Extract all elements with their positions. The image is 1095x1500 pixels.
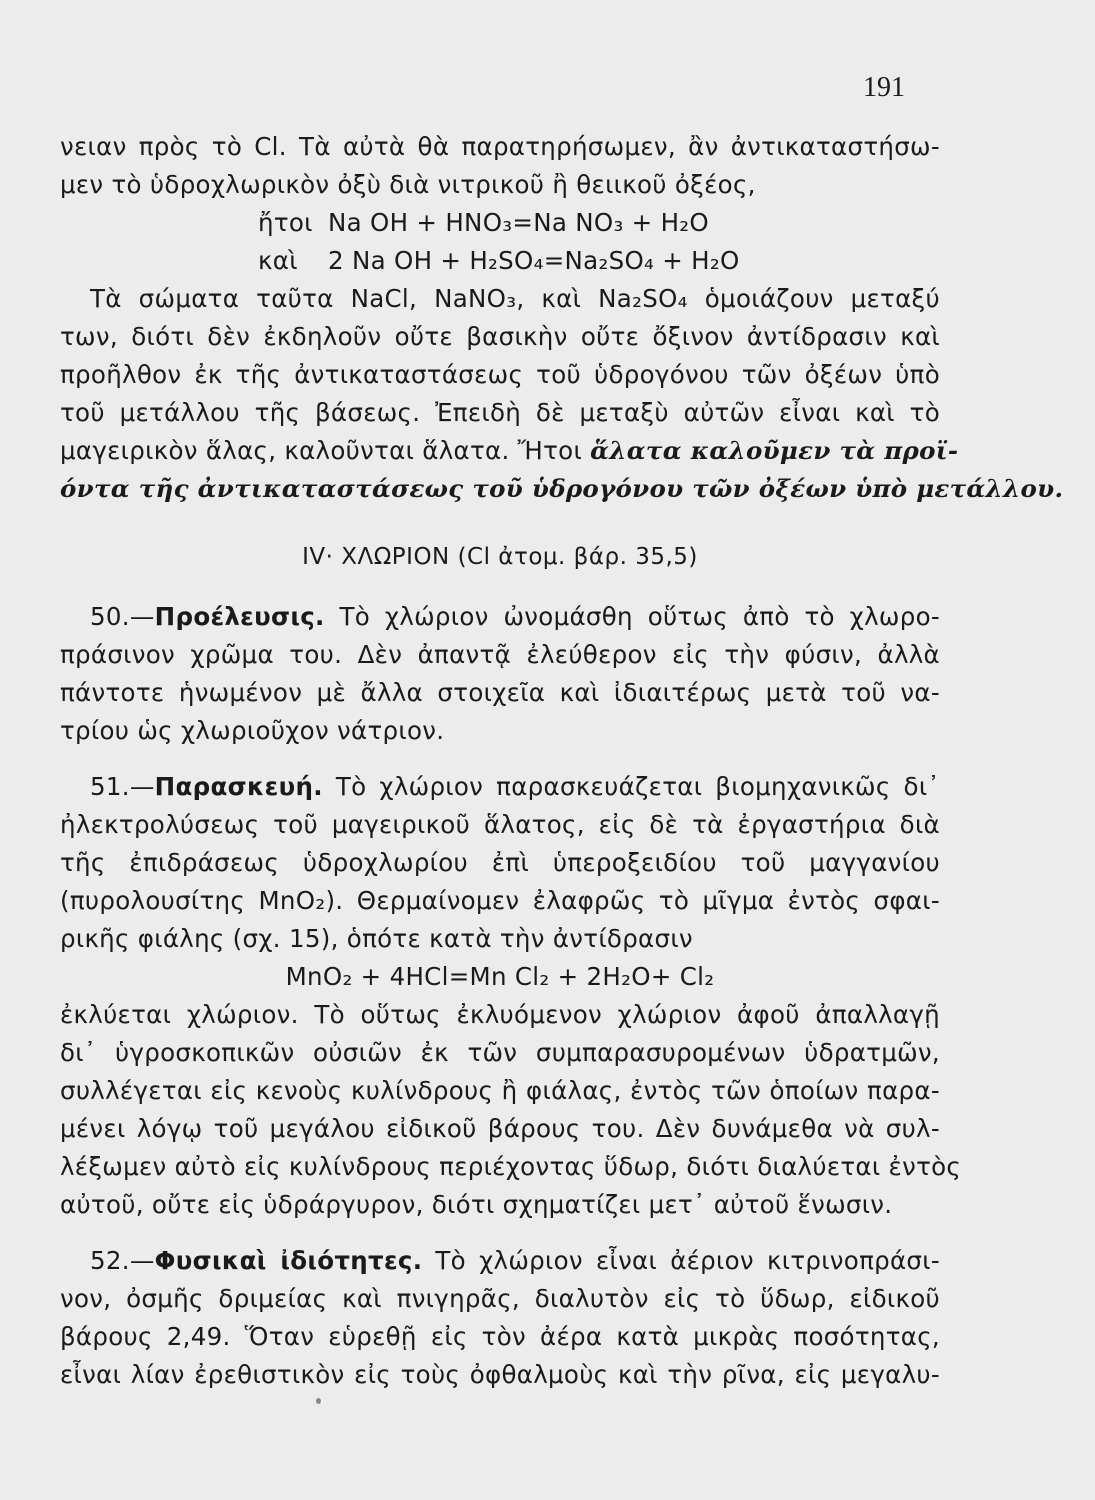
equation-formula: 2 Na OH + H₂SO₄=Na₂SO₄ + H₂O: [328, 246, 740, 275]
text-line: εἶναι λίαν ἐρεθιστικὸν εἰς τοὺς ὀφθαλμοὺς καὶ τὴν ρῖνα, εἰς μεγαλυ-: [60, 1360, 940, 1389]
text-line: πράσινον χρῶμα του. Δὲν ἀπαντᾷ ἐλεύθερον εἰς τὴν φύσιν, ἀλλὰ: [60, 640, 940, 669]
text-line: (πυρολουσίτης MnO₂). Θερμαίνομεν ἐλαφρῶς τὸ μῖγμα ἐντὸς σφαι-: [60, 886, 940, 915]
text-line: πάντοτε ἡνωμένον μὲ ἄλλα στοιχεῖα καὶ ἰδιαιτέρως μετὰ τοῦ να-: [60, 678, 940, 707]
equation-prefix: ἤτοι: [258, 208, 313, 237]
text-line: μεν τὸ ὑδροχλωρικὸν ὀξὺ διὰ νιτρικοῦ ἢ θειικοῦ ὀξέος,: [60, 170, 756, 199]
text-line: ἠλεκτρολύσεως τοῦ μαγειρικοῦ ἅλατος, εἰς δὲ τὰ ἐργαστήρια διὰ: [60, 810, 940, 839]
section-title: Προέλευσις.: [154, 602, 325, 631]
text-line: προῆλθον ἐκ τῆς ἀντικαταστάσεως τοῦ ὑδρογόνου τῶν ὀξέων ὑπὸ: [60, 360, 940, 389]
paper-speck: [316, 1398, 321, 1404]
text-line: [60, 470, 1064, 508]
text-line: τῆς ἐπιδράσεως ὑδροχλωρίου ἐπὶ ὑπεροξειδίου τοῦ μαγγανίου: [60, 848, 940, 877]
text-span: Τὸ χλώριον παρασκευάζεται βιομηχανικῶς δι᾽: [322, 772, 940, 801]
section-heading: IV· ΧΛΩΡΙΟΝ (Cl ἀτομ. βάρ. 35,5): [302, 544, 698, 570]
body-text: [60, 128, 1064, 1394]
text-span: μαγειρικὸν ἅλας, καλοῦνται ἅλατα. Ἤτοι: [60, 436, 591, 465]
section-number: 51.—: [90, 772, 155, 801]
text-line: [60, 1242, 940, 1280]
text-line: συλλέγεται εἰς κενοὺς κυλίνδρους ἢ φιάλας, ἐντὸς τῶν ὁποίων παρα-: [60, 1076, 940, 1105]
equation-formula: Na OH + HNO₃=Na NO₃ + H₂O: [328, 208, 710, 237]
definition-emphasis: όντα τῆς ἀντικαταστάσεως τοῦ ὑδρογόνου τῶν ὀξέων ὑπὸ μετάλλου.: [60, 474, 1064, 503]
text-line: μένει λόγῳ τοῦ μεγάλου εἰδικοῦ βάρους του. Δὲν δυνάμεθα νὰ συλ-: [60, 1114, 940, 1143]
text-line: τρίου ὡς χλωριοῦχον νάτριον.: [60, 716, 445, 745]
section-title: Φυσικαὶ ἰδιότητες.: [154, 1246, 423, 1275]
reaction-equation: MnO₂ + 4HCl=Mn Cl₂ + 2H₂O+ Cl₂: [285, 962, 715, 991]
text-line: βάρους 2,49. Ὅταν εὑρεθῇ εἰς τὸν ἀέρα κατὰ μικρὰς ποσότητας,: [60, 1322, 940, 1351]
equation-line: [258, 204, 940, 242]
text-line: ἐκλύεται χλώριον. Τὸ οὕτως ἐκλυόμενον χλώριον ἀφοῦ ἀπαλλαγῇ: [60, 1000, 940, 1029]
definition-emphasis: ἅλατα καλοῦμεν τὰ προϊ-: [590, 436, 959, 465]
text-line: [60, 432, 959, 470]
text-line: δι᾽ ὑγροσκοπικῶν οὐσιῶν ἐκ τῶν συμπαρασυρομένων ὑδρατμῶν,: [60, 1038, 940, 1067]
text-line: νειαν πρὸς τὸ Cl. Τὰ αὐτὰ θὰ παρατηρήσωμεν, ἂν ἀντικαταστήσω-: [60, 132, 940, 161]
text-line: [60, 768, 940, 806]
text-span: Τὸ χλώριον εἶναι ἀέριον κιτρινοπράσι-: [422, 1246, 940, 1275]
text-span: Τὸ χλώριον ὠνομάσθη οὕτως ἀπὸ τὸ χλωρο-: [324, 602, 940, 631]
section-title: Παρασκευή.: [154, 772, 323, 801]
section-50: [60, 598, 940, 750]
text-line: νον, ὀσμῆς δριμείας καὶ πνιγηρᾶς, διαλυτὸν εἰς τὸ ὕδωρ, εἰδικοῦ: [60, 1284, 940, 1313]
equation-line: [258, 242, 940, 280]
section-52: [60, 1242, 940, 1394]
text-line: ρικῆς φιάλης (σχ. 15), ὁπότε κατὰ τὴν ἀντίδρασιν: [60, 924, 693, 953]
section-number: 52.—: [90, 1246, 155, 1275]
text-line: [60, 598, 940, 636]
text-line: Τὰ σώματα ταῦτα NaCl, NaNO₃, καὶ Na₂SO₄ ὁμοιάζουν μεταξύ: [90, 284, 940, 313]
page-number: 191: [863, 72, 905, 103]
section-51: [60, 768, 962, 1224]
text-line: τοῦ μετάλλου τῆς βάσεως. Ἐπειδὴ δὲ μεταξὺ αὐτῶν εἶναι καὶ τὸ: [60, 398, 940, 427]
text-line: αὐτοῦ, οὔτε εἰς ὑδράργυρον, διότι σχηματίζει μετ᾽ αὐτοῦ ἕνωσιν.: [60, 1190, 893, 1219]
salts-paragraph: [60, 280, 1064, 508]
text-line: των, διότι δὲν ἐκδηλοῦν οὔτε βασικὴν οὔτε ὄξινον ἀντίδρασιν καὶ: [60, 322, 940, 351]
intro-paragraph: [60, 128, 940, 204]
section-number: 50.—: [90, 602, 155, 631]
equation-block: [60, 204, 940, 280]
text-line: λέξωμεν αὐτὸ εἰς κυλίνδρους περιέχοντας ὕδωρ, διότι διαλύεται ἐντὸς: [60, 1152, 962, 1181]
equation-prefix: καὶ: [258, 246, 298, 275]
